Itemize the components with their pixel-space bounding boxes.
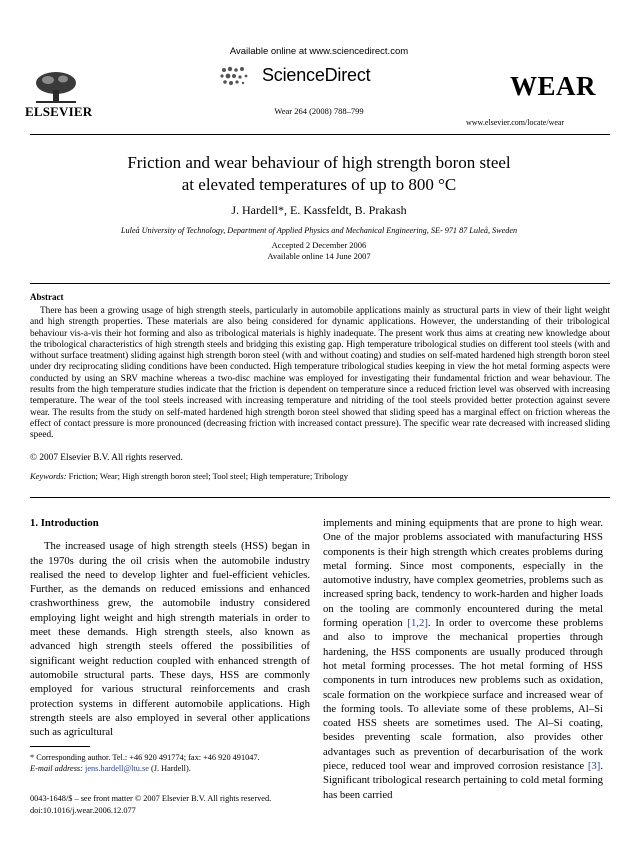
corresponding-footnote: [30, 752, 320, 774]
article-title: [0, 152, 638, 196]
right-text-part2: . In order to overcome these problems and also to improve the mechanical properties through hardening, the HSS components are usually produced through hot metal forming processes. The hot metal forming of HSS components in turn introduces new problems such as oxidation, scale formation on the workpiece surface and increased wear of the forming tools. To alleviate some of these problems, Al–Si coated HSS sheets are sometimes used. The Al–Si coating, besides preventing scale formation, also provides other advantages such as prevention of decarburisation of the work piece, reduced tool wear and improved corrosion resistance: [323, 617, 604, 773]
abstract-top-rule: [30, 283, 610, 284]
sciencedirect-dots-icon: [218, 64, 254, 88]
article-title-line1: Friction and wear behaviour of high strength boron steel: [127, 153, 511, 172]
section-heading: 1. Introduction: [30, 517, 99, 529]
affiliation: Luleå University of Technology, Department of Applied Physics and Mechanical Engineering, SE- 971 87 Luleå, Sweden: [120, 226, 518, 235]
intro-paragraph-right: [323, 516, 603, 802]
keywords: [30, 471, 610, 481]
body-left-column: [30, 516, 310, 739]
journal-url[interactable]: www.elsevier.com/locate/wear: [466, 118, 565, 127]
doi[interactable]: doi:10.1016/j.wear.2006.12.077: [30, 806, 136, 815]
right-text-part1: implements and mining equipments that are prone to high wear. One of the major problems associated with manufacturing HSS components is their high strength which creates problems during metal forming. Since most components, especially in the automotive industry, have complex geometries, problems such as increased spring back, tendency to work-harden and higher loads on the tooling are commonly encountered during the metal forming operation: [323, 517, 603, 630]
body-right-column: [323, 516, 603, 802]
accepted-date: Accepted 2 December 2006: [271, 240, 367, 250]
elsevier-tree-logo: [30, 70, 82, 104]
online-date: Available online 14 June 2007: [267, 251, 371, 261]
abstract-bottom-rule: [30, 497, 610, 498]
article-dates: [0, 240, 638, 262]
email-label: E-mail address:: [30, 764, 83, 773]
intro-paragraph-left: The increased usage of high strength steels (HSS) began in the 1970s during the oil crisis when the automobile industry realised the need to develop lighter and fuel-efficient vehicles. Further, as the demands on reduced emissions and enhanced crashworthiness grew, the automobile industry considered employing light weight and high strength materials in order to meet these demands. High strength steels, also known as advanced high strength steels offered the possibilities of significant weight reduction coupled with enhanced strength of automobile structural parts. These days, HSS are commonly employed for various structural reinforcements and crash protection systems in different automobile applications. High strength steels are also employed in several other applications such as agricultural: [30, 540, 310, 739]
journal-reference: Wear 264 (2008) 788–799: [274, 106, 364, 116]
header-rule: [30, 134, 610, 135]
email-suffix: (J. Hardell).: [148, 764, 191, 773]
abstract-heading: Abstract: [30, 292, 64, 302]
email-line: [30, 763, 320, 774]
abstract-paragraph: There has been a growing usage of high strength steels, particularly in automobile applications mainly as structural parts in view of their light weight and high strength properties. These materials are also being considered for dynamic applications. However, the understanding of their tribological behaviour vis-a-vis their hot forming and also as tribological materials is highly inadequate. The present work thus aims at creating new knowledge about the tribological characteristics of high strength steels and bridging this existing gap. High temperature tribological studies on different tool steels (with and without surface treatment) sliding against high strength boron steel (with and without coating) and studies on self-mated hardened high strength boron steel under dry reciprocating sliding conditions have been conducted. High temperature tribological studies keeping in view the hot metal forming aspects were conducted by using an SRV machine whereas a two-disc machine was employed for investigating their fundamental friction and wear behaviour. The results from the high temperature studies indicate that the friction is dependent on temperature since a reduced friction level was observed with increasing temperature. The wear of the tool steels increased with increasing temperature and nitriding of the tool steels provided better protection against severe wear. The results from the study on self-mated hardened high strength boron steel showed that sliding speed has a marginal effect on friction whereas the effect of contact pressure is more pronounced (decreasing friction with increased contact pressure). The specific wear rate decreased with increased sliding speed.: [30, 306, 610, 441]
corresponding-author: * Corresponding author. Tel.: +46 920 491774; fax: +46 920 491047.: [30, 753, 260, 762]
sciencedirect-wordmark: ScienceDirect: [262, 65, 371, 85]
sciencedirect-logo: [218, 62, 418, 90]
keywords-list: Friction; Wear; High strength boron steel; Tool steel; High temperature; Tribology: [68, 471, 348, 481]
right-text-part3: . Significant tribological research pertaining to cold metal forming has been carried: [323, 760, 603, 801]
availability-note: Available online at www.sciencedirect.com: [229, 46, 409, 57]
footnote-rule: [30, 746, 90, 747]
authors: J. Hardell*, E. Kassfeldt, B. Prakash: [231, 203, 407, 217]
article-title-line2: at elevated temperatures of up to 800 °C: [181, 175, 457, 194]
front-matter-copyright: 0043-1648/$ – see front matter © 2007 Elsevier B.V. All rights reserved.: [30, 794, 272, 803]
citation-link[interactable]: [3]: [587, 760, 601, 773]
front-matter-note: [30, 793, 330, 817]
publisher-name: ELSEVIER: [25, 104, 93, 119]
abstract-copyright: © 2007 Elsevier B.V. All rights reserved.: [30, 453, 183, 463]
journal-name: WEAR: [510, 71, 597, 101]
email-link[interactable]: jens.hardell@ltu.se: [85, 764, 149, 773]
elsevier-tree-icon: [30, 70, 82, 104]
abstract-text: [30, 306, 610, 442]
citation-link[interactable]: [1,2]: [407, 617, 428, 630]
keywords-label: Keywords:: [30, 471, 67, 481]
